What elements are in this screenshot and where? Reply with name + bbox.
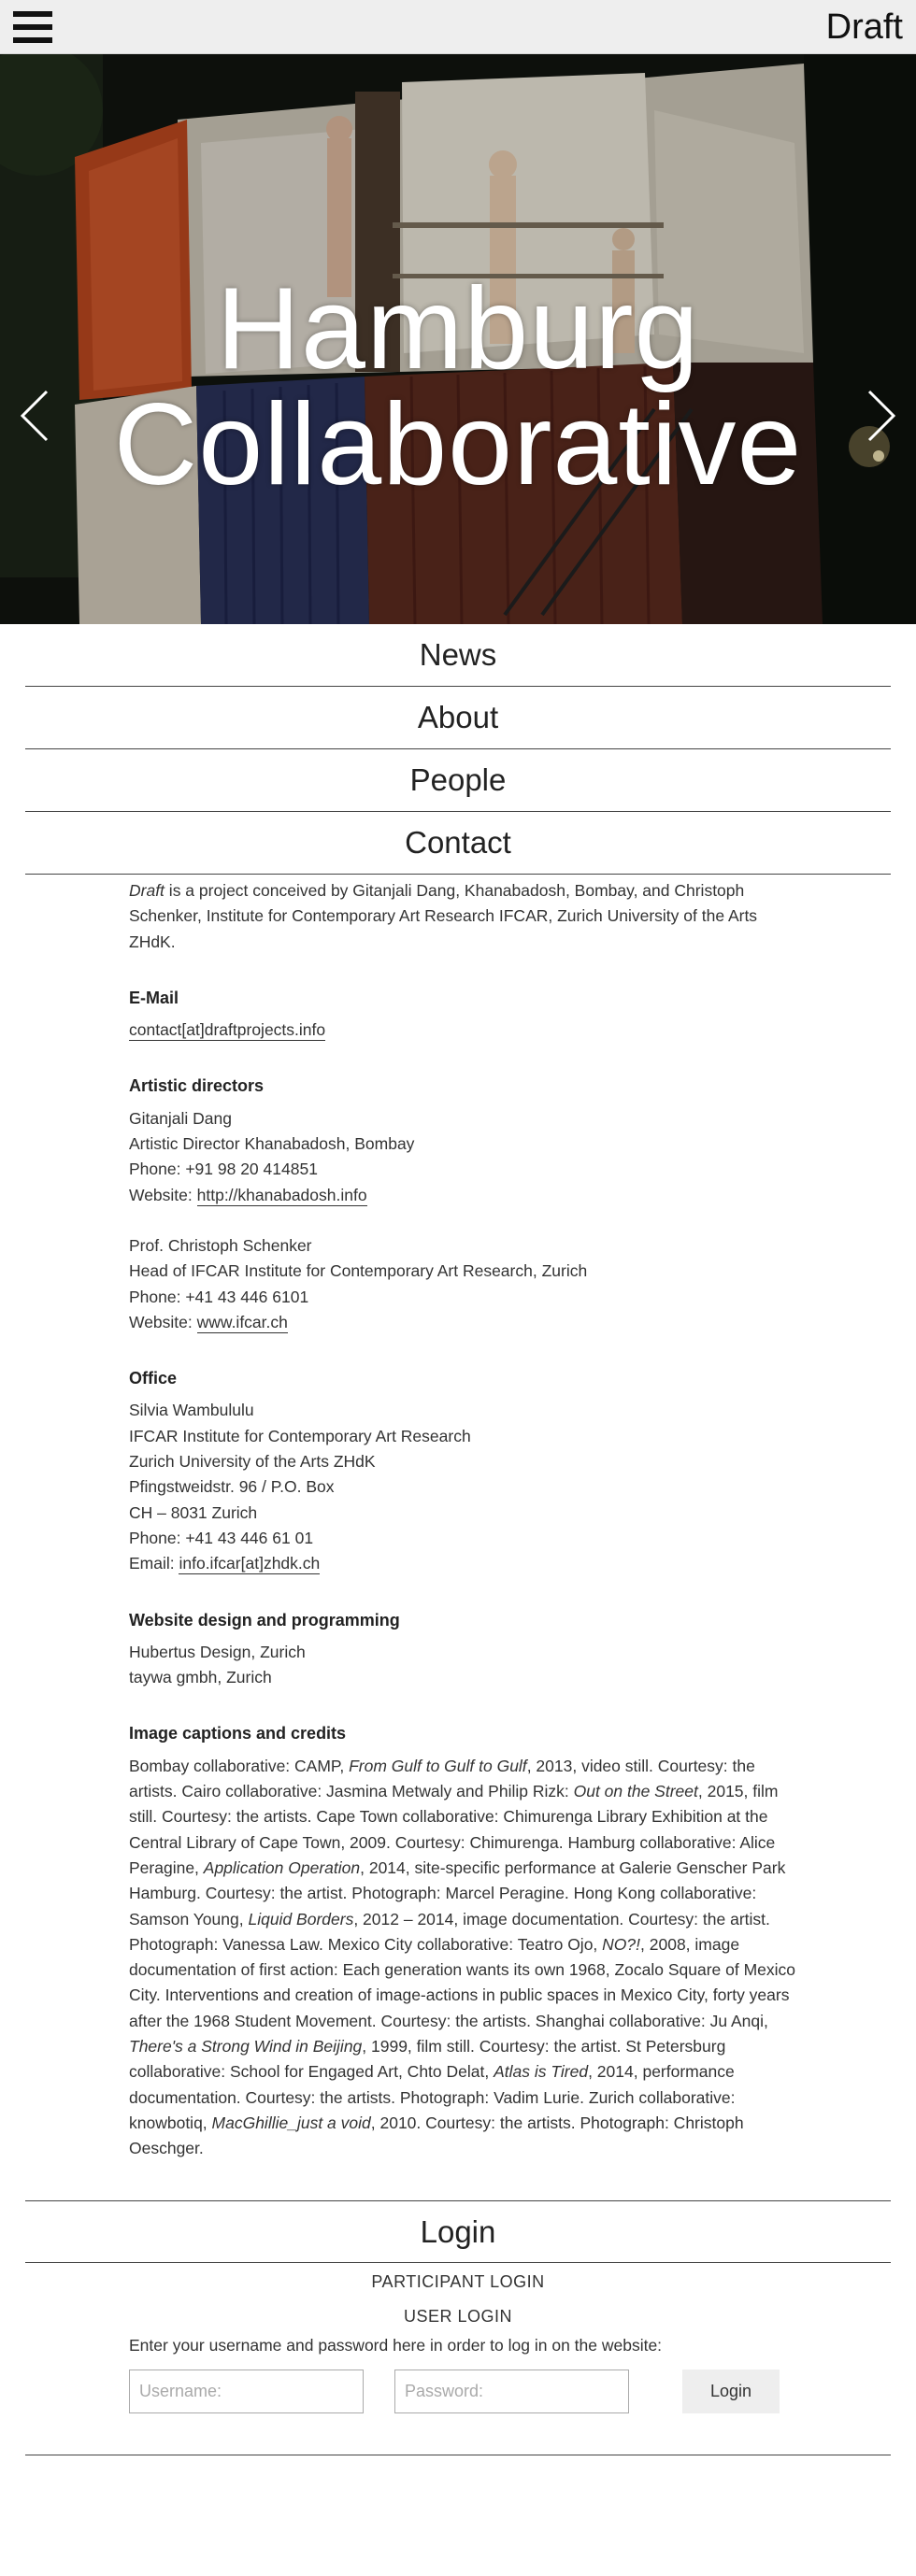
credit-text: , 2015, film still. Courtesy: the artists. Cape Town collaborative: Chimurenga Library Exhibition at the Central Library of Cape Town, 2009. Courtesy: Chimurenga. Hamburg collaborative: Alice Peragine, [129, 1782, 779, 1877]
menu-bar-line [13, 24, 52, 30]
credit-text: , 2010. Courtesy: the artists. Photograph: Christoph Oeschger. [129, 2113, 744, 2158]
credit-work-title: There's a Strong Wind in Beijing [129, 2036, 363, 2056]
login-form [25, 2370, 891, 2413]
login-section [0, 2200, 916, 2413]
nav-item-news[interactable]: News [25, 624, 891, 687]
credit-text: , 2013, video still. Courtesy: the artists. Cairo collaborative: Jasmina Metwaly and Philip Rizk: [129, 1756, 755, 1801]
contact-content [0, 875, 796, 2161]
office-heading: Office [129, 1369, 178, 1388]
participant-login-link[interactable]: PARTICIPANT LOGIN [371, 2272, 545, 2292]
hero-title-line1: Hamburg [216, 264, 700, 393]
credit-text: , 2014, performance documentation. Courtesy: the artists. Photograph: Vadim Lurie. Zurich collaborative: knowbotiq, [129, 2062, 736, 2132]
credit-text: , 2008, image documentation of first action: Each generation wants its own 1968, Zocalo Square of Mexico City. Interventions and creation of image-actions in public spaces in Mexico City, forty years after the 1968 Student Movement. Courtesy: the artists. Shanghai collaborative: Ju Anqi, [129, 1934, 796, 2030]
hero-title [0, 264, 916, 509]
email-heading: E-Mail [129, 988, 179, 1007]
credit-work-title: MacGhillie_just a void [211, 2113, 371, 2132]
director1-website-link[interactable]: http://khanabadosh.info [196, 1185, 367, 1204]
office-line: Pfingstweidstr. 96 / P.O. Box [129, 1477, 335, 1497]
email-link[interactable]: contact[at]draftprojects.info [129, 1020, 326, 1040]
user-login-link[interactable]: USER LOGIN [403, 2307, 513, 2327]
credit-text: , 1999, film still. Courtesy: the artist. St Petersburg collaborative: School for Engaged Art, Chto Delat, [129, 2036, 726, 2082]
top-bar [0, 0, 916, 54]
login-heading: Login [25, 2200, 891, 2263]
login-button[interactable]: Login [682, 2370, 780, 2413]
directors-heading: Artistic directors [129, 1076, 265, 1096]
credit-text: , 2012 – 2014, image documentation. Courtesy: the artist. Photograph: Vanessa Law. Mexico City collaborative: Teatro Ojo, [129, 1909, 770, 1954]
design-line: Hubertus Design, Zurich [129, 1642, 306, 1661]
credit-text: , 2014, site-specific performance at Galerie Genscher Park Hamburg. Courtesy: the artist. Photograph: Marcel Peragine. Hong Kong collaborative: Samson Young, [129, 1857, 786, 1928]
nav-item-contact[interactable]: Contact [25, 812, 891, 875]
credit-work-title: Atlas is Tired [494, 2062, 589, 2082]
office-email-link[interactable]: info.ifcar[at]zhdk.ch [179, 1554, 321, 1573]
hero-title-line2: Collaborative [113, 380, 803, 509]
office-line: CH – 8031 Zurich [129, 1502, 258, 1522]
office-line: IFCAR Institute for Contemporary Art Research [129, 1426, 471, 1445]
menu-bar-line [13, 11, 52, 17]
director2-website-label: Website: [129, 1312, 197, 1331]
director1-website-label: Website: [129, 1185, 197, 1204]
office-line: Zurich University of the Arts ZHdK [129, 1452, 376, 1472]
credit-work-title: Out on the Street [573, 1782, 698, 1801]
director2-role: Head of IFCAR Institute for Contemporary Art Research, Zurich [129, 1261, 588, 1281]
credit-work-title: NO?! [602, 1934, 641, 1954]
director2-website-link[interactable]: www.ifcar.ch [196, 1312, 288, 1331]
username-input[interactable] [129, 2370, 364, 2413]
office-line: Silvia Wambululu [129, 1401, 254, 1420]
design-heading: Website design and programming [129, 1610, 400, 1630]
office-email-label: Email: [129, 1554, 179, 1573]
design-line: taywa gmbh, Zurich [129, 1668, 272, 1687]
main-nav [0, 624, 916, 875]
director2-name: Prof. Christoph Schenker [129, 1235, 312, 1255]
director1-name: Gitanjali Dang [129, 1108, 232, 1128]
hero-slideshow [0, 54, 916, 624]
menu-bar-line [13, 37, 52, 43]
credits-heading: Image captions and credits [129, 1724, 347, 1743]
credit-work-title: Liquid Borders [248, 1909, 354, 1928]
office-line: Phone: +41 43 446 61 01 [129, 1528, 314, 1547]
password-input[interactable] [394, 2370, 629, 2413]
credit-text: Bombay collaborative: CAMP, [129, 1756, 350, 1775]
credit-work-title: From Gulf to Gulf to Gulf [349, 1756, 527, 1775]
hamburger-menu-icon[interactable] [13, 11, 52, 43]
login-hint: Enter your username and password here in order to log in on the website: [129, 2336, 663, 2355]
site-title[interactable]: Draft [825, 7, 903, 47]
director1-role: Artistic Director Khanabadosh, Bombay [129, 1134, 415, 1154]
director2-phone: Phone: +41 43 446 6101 [129, 1287, 309, 1306]
credit-work-title: Application Operation [203, 1857, 361, 1877]
nav-item-about[interactable]: About [25, 687, 891, 749]
chevron-right-icon[interactable] [862, 388, 899, 444]
intro-paragraph [129, 878, 787, 955]
intro-project-name: Draft [129, 881, 165, 900]
chevron-left-icon[interactable] [17, 388, 54, 444]
intro-text: is a project conceived by Gitanjali Dang, Khanabadosh, Bombay, and Christoph Schenker, Institute for Contemporary Art Research IFCAR, Zurich University of the Arts ZHdK. [129, 881, 758, 951]
nav-item-people[interactable]: People [25, 749, 891, 812]
credits-paragraph [129, 1754, 796, 2162]
director1-phone: Phone: +91 98 20 414851 [129, 1160, 318, 1179]
